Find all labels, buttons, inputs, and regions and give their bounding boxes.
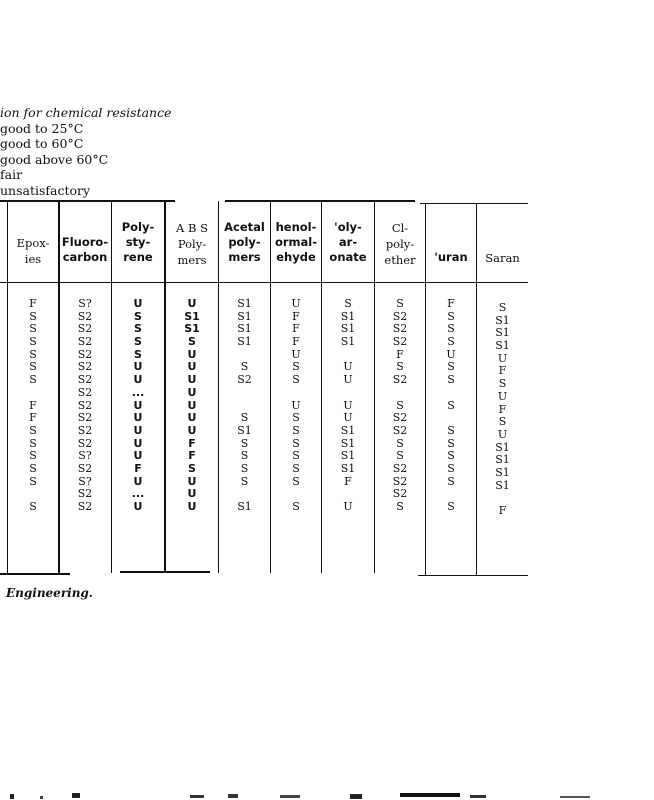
- table-cell: S: [29, 436, 37, 450]
- scan-artifact: [0, 790, 654, 800]
- table-cell: F: [29, 297, 37, 310]
- table-cell: S: [240, 411, 249, 425]
- column-clpolyether-values: [375, 298, 425, 514]
- table-cell: S2: [77, 423, 93, 437]
- table-cell: S1: [495, 478, 510, 492]
- table-cell: S2: [392, 335, 408, 349]
- table-cell: S1: [237, 309, 252, 323]
- table-cell: U: [187, 360, 197, 374]
- table-cell: S: [134, 335, 142, 349]
- table-cell: S: [29, 360, 37, 374]
- column-fluorocarbon-values: [59, 298, 111, 514]
- table-cell: U: [497, 389, 508, 403]
- table-cell: S1: [495, 465, 510, 479]
- table-cell: S: [344, 297, 352, 310]
- table-cell: S2: [77, 309, 93, 323]
- header-polystyrene: Poly- sty- rene: [121, 220, 155, 264]
- table-cell: U: [497, 427, 508, 441]
- legend-item: fair: [0, 167, 23, 182]
- table-cell: F: [292, 322, 300, 336]
- table-cell: S?: [78, 449, 92, 463]
- table-cell: U: [497, 351, 508, 365]
- legend-item: good to 60°C: [0, 136, 84, 151]
- table-cell: S: [240, 360, 249, 374]
- table-cell: S: [396, 297, 404, 310]
- table-cell: S1: [340, 309, 356, 323]
- table-cell: U: [343, 500, 353, 513]
- table-cell: S2: [77, 385, 93, 399]
- table-cell: S2: [77, 322, 93, 336]
- table-cell: S2: [77, 398, 93, 412]
- table-cell: U: [133, 360, 143, 374]
- table-cell: S1: [184, 309, 200, 323]
- table-cell: S1: [237, 322, 252, 336]
- table-cell: S: [396, 436, 404, 450]
- table-cell: F: [447, 297, 455, 310]
- table-cell: [322, 387, 374, 400]
- table-top-rule: [0, 200, 175, 202]
- table-cell: S1: [340, 461, 356, 475]
- table-top-rule: [225, 200, 415, 202]
- table-cell: [219, 387, 270, 400]
- table-cell: U: [133, 436, 143, 450]
- table-bottom-rule: [0, 573, 70, 575]
- table-cell: S: [396, 500, 404, 513]
- table-cell: S1: [237, 423, 252, 437]
- table-cell: S: [447, 360, 455, 374]
- legend-item: unsatisfactory: [0, 182, 91, 198]
- table-bottom-rule: [418, 575, 528, 576]
- table-cell: U: [343, 373, 353, 387]
- table-cell: F: [292, 309, 300, 323]
- table-cell: U: [343, 360, 353, 374]
- table-cell: S: [447, 322, 455, 336]
- table-cell: F: [498, 504, 507, 517]
- table-cell: S2: [392, 461, 408, 475]
- table-cell: S: [240, 461, 249, 475]
- table-cell: S1: [495, 326, 510, 340]
- table-cell: [8, 387, 58, 400]
- table-cell: U: [187, 500, 197, 513]
- table-cell: U: [291, 347, 301, 361]
- table-cell: F: [188, 436, 196, 450]
- table-cell: S2: [77, 360, 93, 374]
- table-cell: S2: [77, 500, 93, 513]
- table-cell: U: [187, 423, 197, 437]
- table-cell: F: [29, 398, 37, 412]
- table-cell: S: [292, 500, 300, 513]
- table-cell: S: [292, 423, 300, 437]
- table-cell: S: [134, 347, 142, 361]
- legend-title: ion for chemical resistance: [0, 105, 172, 120]
- column-polystyrene-values: [112, 298, 164, 514]
- table-cell: S: [292, 411, 300, 425]
- column-saran-values: [477, 302, 528, 518]
- table-cell: U: [187, 487, 197, 501]
- header-rule: [0, 282, 528, 283]
- table-cell: S2: [392, 474, 408, 488]
- table-cell: S1: [495, 453, 510, 467]
- table-cell: S: [240, 449, 249, 463]
- table-cell: S: [188, 335, 196, 349]
- table-cell: S2: [392, 309, 408, 323]
- header-acetal-polymers: Acetal poly- mers: [224, 220, 265, 264]
- table-cell: F: [29, 411, 37, 425]
- table-cell: S: [29, 461, 37, 475]
- table-cell: S: [134, 322, 142, 336]
- table-cell: S2: [392, 322, 408, 336]
- table-cell: ...: [131, 487, 145, 501]
- table-cell: S?: [78, 297, 92, 310]
- table-cell: S1: [495, 339, 510, 353]
- table-cell: S: [240, 474, 249, 488]
- header-phenol-formaldehyde: henol- ormal- ehyde: [274, 220, 318, 264]
- table-cell: S: [29, 322, 37, 336]
- table-cell: S: [447, 474, 455, 488]
- table-cell: S: [292, 474, 300, 488]
- table-cell: S: [29, 335, 37, 349]
- table-cell: S: [447, 309, 455, 323]
- header-polycarbonate: 'oly- ar- onate: [329, 220, 367, 264]
- table-cell: U: [343, 398, 353, 412]
- table-cell: S: [498, 301, 507, 314]
- table-cell: U: [187, 398, 197, 412]
- table-cell: S: [498, 377, 507, 391]
- table-cell: S: [29, 373, 37, 387]
- table-cell: S2: [237, 373, 252, 387]
- table-cell: U: [187, 474, 197, 488]
- table-cell: S2: [77, 411, 93, 425]
- header-saran: Saran: [485, 251, 520, 265]
- header-fluorocarbon: Fluoro- carbon: [61, 235, 109, 264]
- header-cl-polyether: Cl- poly- ether: [384, 221, 416, 267]
- table-cell: U: [446, 347, 456, 361]
- table-cell: U: [291, 398, 301, 412]
- table-cell: S: [29, 449, 37, 463]
- table-cell: F: [498, 364, 507, 378]
- table-cell: S: [498, 415, 507, 429]
- table-cell: S: [292, 449, 300, 463]
- table-cell: S: [292, 373, 300, 387]
- column-phenol-values: [271, 298, 321, 514]
- table-cell: U: [187, 297, 197, 310]
- table-cell: U: [133, 449, 143, 463]
- table-cell: S1: [495, 313, 510, 327]
- table-cell: S2: [77, 436, 93, 450]
- table-cell: S2: [77, 347, 93, 361]
- table-cell: S?: [78, 474, 92, 488]
- table-cell: U: [133, 373, 143, 387]
- table-cell: U: [187, 411, 197, 425]
- table-cell: S2: [392, 411, 408, 425]
- table-cell: S: [188, 461, 196, 475]
- table-cell: S: [29, 474, 37, 488]
- table-cell: U: [291, 297, 301, 310]
- header-abs-polymers: A B S Poly- mers: [176, 221, 208, 267]
- table-cell: S1: [237, 297, 252, 310]
- table-cell: F: [292, 335, 300, 349]
- table-cell: S: [447, 423, 455, 437]
- table-cell: S2: [77, 461, 93, 475]
- table-cell: S: [134, 309, 142, 323]
- table-cell: S: [447, 461, 455, 475]
- column-acetal-values: [219, 298, 270, 514]
- table-cell: [426, 412, 476, 425]
- table-top-rule: [420, 203, 528, 204]
- table-cell: S: [447, 373, 455, 387]
- table-cell: S2: [392, 487, 408, 501]
- table-cell: S2: [77, 373, 93, 387]
- table-cell: S: [29, 309, 37, 323]
- table-cell: S: [447, 398, 455, 412]
- table-cell: S2: [392, 373, 408, 387]
- table-cell: F: [396, 347, 404, 361]
- table-cell: S1: [237, 500, 252, 513]
- table-cell: S1: [340, 423, 356, 437]
- column-polycarbonate-values: [322, 298, 374, 514]
- table-cell: S2: [77, 487, 93, 501]
- table-cell: S: [396, 449, 404, 463]
- header-epoxies: Epox- ies: [16, 236, 50, 266]
- header-furan: 'uran: [434, 250, 468, 264]
- table-cell: S2: [392, 423, 408, 437]
- table-cell: S: [29, 347, 37, 361]
- table-cell: U: [187, 385, 197, 399]
- column-furan-values: [426, 298, 476, 514]
- table-cell: U: [133, 474, 143, 488]
- table-cell: S2: [77, 335, 93, 349]
- table-cell: S: [292, 360, 300, 374]
- table-cell: S: [292, 436, 300, 450]
- legend-item: good to 25°C: [0, 120, 84, 136]
- table-cell: S: [447, 436, 455, 450]
- table-cell: S: [29, 423, 37, 437]
- table-cell: U: [133, 500, 143, 513]
- table-cell: S1: [184, 322, 200, 336]
- table-cell: S: [447, 449, 455, 463]
- table-cell: S: [447, 335, 455, 349]
- table-cell: S: [447, 500, 455, 513]
- table-cell: S: [29, 500, 37, 513]
- table-cell: U: [133, 398, 143, 412]
- table-cell: U: [133, 423, 143, 437]
- table-cell: S1: [340, 436, 356, 450]
- table-cell: [375, 387, 425, 400]
- table-cell: S1: [237, 335, 252, 349]
- table-cell: [426, 387, 476, 400]
- table-cell: S: [396, 360, 404, 374]
- table-cell: S1: [340, 449, 356, 463]
- column-abs-values: [166, 298, 218, 514]
- table-cell: U: [343, 411, 353, 425]
- source-footnote: Engineering.: [6, 586, 93, 600]
- table-cell: S: [292, 461, 300, 475]
- table-cell: S: [240, 436, 249, 450]
- table-cell: F: [344, 474, 352, 488]
- table-cell: S1: [495, 440, 510, 454]
- column-epoxies-values: [8, 298, 58, 514]
- rating-legend: [0, 105, 172, 198]
- table-cell: U: [187, 373, 197, 387]
- table-cell: F: [134, 461, 142, 475]
- table-cell: [271, 387, 321, 400]
- table-cell: U: [133, 411, 143, 425]
- table-cell: U: [187, 347, 197, 361]
- table-cell: F: [498, 402, 507, 416]
- table-cell: S: [396, 398, 404, 412]
- table-cell: S1: [340, 335, 356, 349]
- table-cell: S1: [340, 322, 356, 336]
- table-cell: ...: [131, 385, 145, 399]
- legend-item: good above 60°C: [0, 151, 109, 167]
- table-cell: F: [188, 449, 196, 463]
- table-cell: U: [133, 297, 143, 310]
